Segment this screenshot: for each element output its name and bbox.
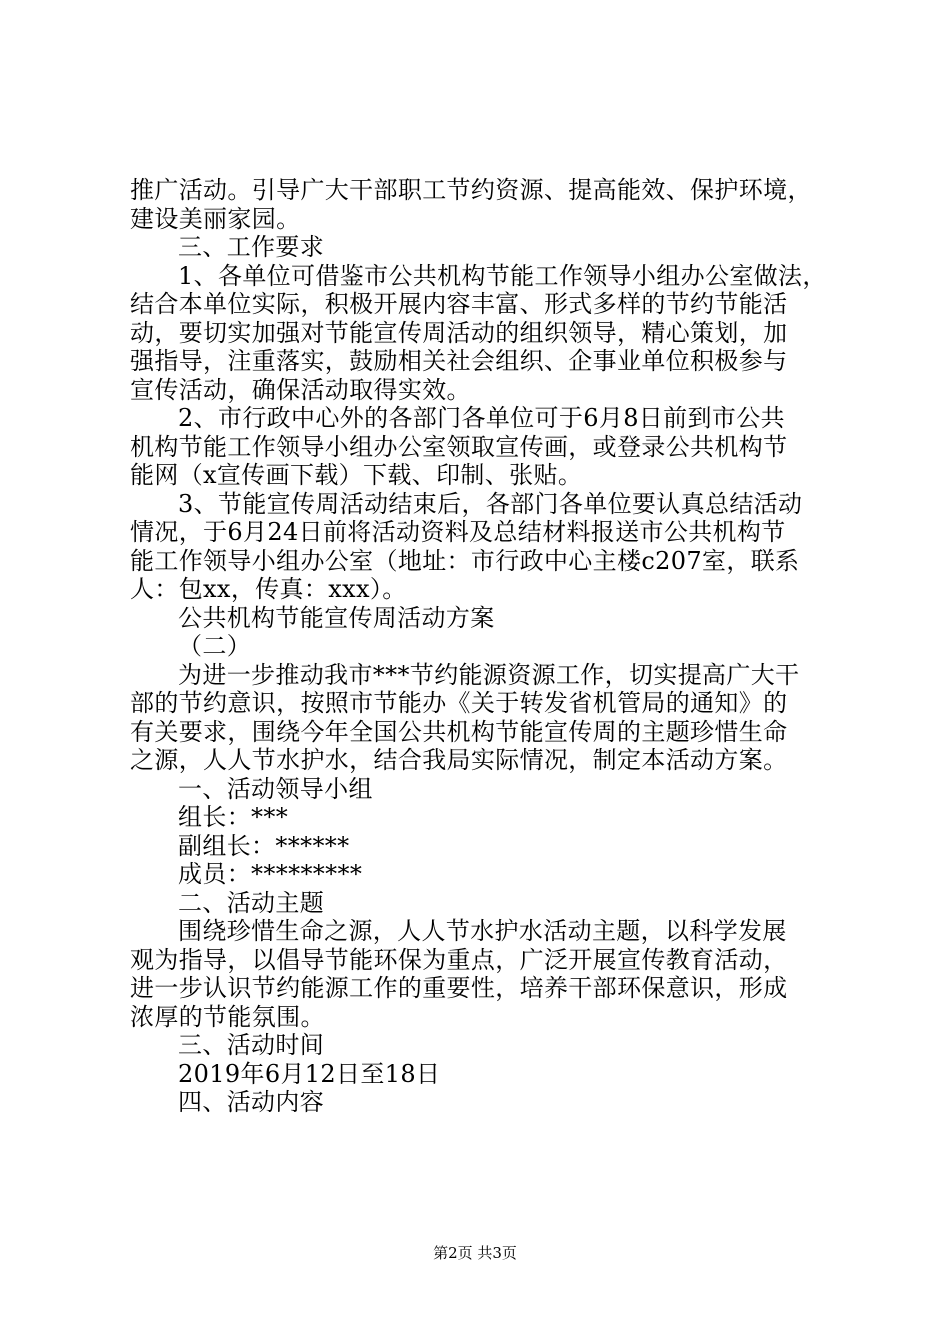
- text-line: 围绕珍惜生命之源，人人节水护水活动主题，以科学发展: [178, 917, 787, 945]
- text-line: 四、活动内容: [178, 1088, 325, 1116]
- text-line: 强指导，注重落实，鼓励相关社会组织、企事业单位积极参与: [130, 347, 788, 375]
- text-line: 一、活动领导小组: [178, 774, 373, 803]
- text-line: 能网（x宣传画下载）下载、印制、张贴。: [130, 461, 583, 489]
- text-line: 2019年6月12日至18日: [178, 1059, 441, 1088]
- text-line: 副组长：******: [178, 831, 350, 860]
- text-line: 进一步认识节约能源工作的重要性，培养干部环保意识，形成: [130, 974, 788, 1002]
- text-line: 有关要求，围绕今年全国公共机构节能宣传周的主题珍惜生命: [130, 717, 788, 746]
- text-line: 2、市行政中心外的各部门各单位可于6月8日前到市公共: [178, 404, 785, 432]
- text-line: 3、节能宣传周活动结束后，各部门各单位要认真总结活动: [178, 489, 803, 518]
- text-line: 1、各单位可借鉴市公共机构节能工作领导小组办公室做法，: [178, 261, 827, 290]
- text-line: 之源，人人节水护水，结合我局实际情况，制定本活动方案。: [130, 746, 788, 774]
- text-line: 人：包xx，传真：xxx）。: [130, 575, 407, 603]
- text-line: 浓厚的节能氛围。: [130, 1002, 325, 1031]
- text-line: 观为指导，以倡导节能环保为重点，广泛开展宣传教育活动，: [130, 945, 788, 974]
- text-line: 三、工作要求: [178, 233, 325, 261]
- page-footer: 第2页 共3页: [433, 1244, 517, 1262]
- text-line: 组长：***: [178, 803, 289, 831]
- text-line: 结合本单位实际，积极开展内容丰富、形式多样的节约节能活: [130, 290, 788, 318]
- text-line: （二）: [178, 632, 252, 660]
- text-line: 成员：*********: [178, 860, 363, 888]
- text-line: 情况，于6月24日前将活动资料及总结材料报送市公共机构节: [130, 518, 786, 546]
- text-line: 建设美丽家园。: [130, 204, 301, 233]
- text-line: 动，要切实加强对节能宣传周活动的组织领导，精心策划，加: [130, 318, 788, 347]
- document-body: [130, 176, 830, 1117]
- text-line: 二、活动主题: [178, 888, 325, 917]
- text-line: 三、活动时间: [178, 1031, 325, 1059]
- text-line: 为进一步推动我市***节约能源资源工作，切实提高广大干: [178, 660, 800, 689]
- text-line: 推广活动。引导广大干部职工节约资源、提高能效、保护环境，: [130, 176, 812, 204]
- text-line: 公共机构节能宣传周活动方案: [178, 603, 495, 632]
- text-line: 能工作领导小组办公室（地址：市行政中心主楼c207室，联系: [130, 546, 800, 575]
- text-line: 机构节能工作领导小组办公室领取宣传画，或登录公共机构节: [130, 432, 788, 461]
- text-line: 宣传活动，确保活动取得实效。: [130, 375, 471, 404]
- text-line: 部的节约意识，按照市节能办《关于转发省机管局的通知》的: [130, 689, 788, 717]
